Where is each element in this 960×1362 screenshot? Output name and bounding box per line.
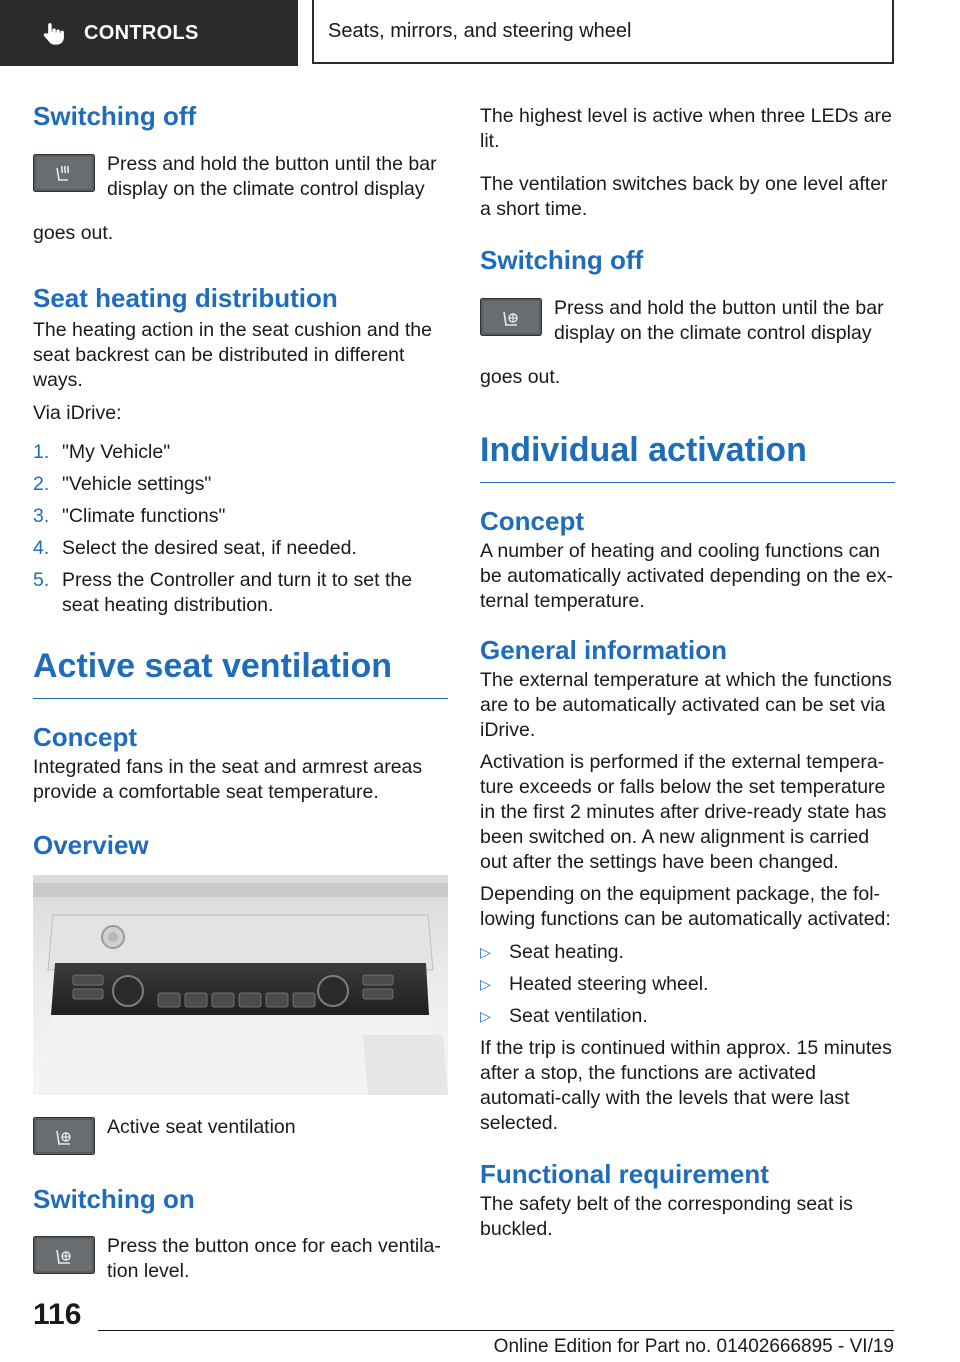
general-information-heading: General information [480,635,728,665]
seat-ventilation-button-icon [480,298,542,336]
triangle-bullet-icon: ▷ [480,1008,491,1024]
individual-activation-heading: Individual activation [480,428,895,483]
step-number: 5. [33,569,50,591]
section-tab[interactable] [0,0,298,66]
seat-heating-distribution-heading: Seat heating distribution [33,283,338,313]
list-item [33,440,448,465]
triangle-bullet-icon: ▷ [480,976,491,992]
overview-heading: Overview [33,830,149,860]
switching-on-heading: Switching on [33,1183,195,1214]
list-item [480,940,895,965]
switching-on-text: Press the button once for each ventila-tion level. [107,1235,441,1282]
step-number: 4. [33,537,50,559]
functional-requirement-heading: Functional requirement [480,1159,769,1189]
bullet-text: Heated steering wheel. [509,973,709,995]
chapter-header [312,0,894,64]
step-number: 2. [33,473,50,495]
concept-heading-right: Concept [480,506,584,536]
general-text-1: The external temperature at which the functions are to be automatically activated can be set via iDrive. [480,669,892,741]
triangle-bullet-icon: ▷ [480,944,491,960]
footer-divider [98,1330,894,1331]
right-column [480,100,895,1242]
overview-caption-block [33,1115,448,1159]
functional-requirement-text: The safety belt of the corresponding seat is buckled. [480,1193,853,1240]
switching-off-text-right: Press and hold the button until the bar display on the climate control display [554,296,884,344]
list-item [33,504,448,529]
general-text-3: Depending on the equipment package, the fol-lowing functions can be automatically activated: [480,883,891,930]
step-number: 1. [33,441,50,463]
bullet-text: Seat ventilation. [509,1005,648,1027]
switching-off-block-right [480,296,895,391]
step-text: Select the desired seat, if needed. [62,537,357,559]
switching-off-tail-right: goes out. [480,366,561,388]
concept-heading: Concept [33,722,137,752]
concept-text-right: A number of heating and cooling functions can be automatically activated depending on the ex-ternal temperature. [480,540,894,612]
idrive-steps-list [33,440,448,618]
step-text: "Vehicle settings" [62,473,212,495]
switching-on-block [33,1234,448,1284]
switch-back-text: The ventilation switches back by one level after a short time. [480,173,888,220]
section-label: CONTROLS [84,21,199,44]
page-number: 116 [33,1298,82,1331]
hand-pointer-icon [40,19,68,47]
list-item [480,1004,895,1029]
via-idrive-text: Via iDrive: [33,402,122,424]
left-column [33,100,448,1304]
switching-off-block [33,152,448,247]
switching-off-heading-right: Switching off [480,245,644,275]
step-text: "My Vehicle" [62,441,171,463]
switching-off-text: Press and hold the button until the bar display on the climate control display [107,152,437,200]
auto-functions-list [480,940,895,1029]
edition-text: Online Edition for Part no. 01402666895 - VI/19 [493,1336,894,1357]
list-item [33,568,448,618]
step-text: Press the Controller and turn it to set the seat heating distribution. [62,569,413,616]
step-text: "Climate functions" [62,505,226,527]
switching-off-heading: Switching off [33,101,197,131]
bullet-text: Seat heating. [509,941,624,963]
list-item [33,472,448,497]
chapter-title: Seats, mirrors, and steering wheel [328,19,632,42]
concept-text: Integrated fans in the seat and armrest areas provide a comfortable seat temperature. [33,756,423,803]
seat-ventilation-button-icon [33,1236,95,1274]
seat-ventilation-button-icon [33,1117,95,1155]
switching-off-tail: goes out. [33,222,114,244]
list-item [480,972,895,997]
seat-heating-button-icon [33,154,95,192]
climate-control-panel-photo [33,875,448,1095]
general-text-2: Activation is performed if the external tempera-ture exceeds or falls below the set temperature in the first 2 minutes after drive-ready state has been switched on. A new alignment is carried out after the settings have been changed. [480,751,887,873]
highest-level-text: The highest level is active when three LEDs are lit. [480,105,892,152]
list-item [33,536,448,561]
distribution-text: The heating action in the seat cushion and the seat backrest can be distributed in different ways. [33,319,432,391]
overview-caption: Active seat ventilation [107,1115,296,1138]
trip-continued-text: If the trip is continued within approx. 15 minutes after a stop, the functions are activated automati-cally with the levels that were last selected. [480,1037,892,1134]
active-seat-ventilation-heading: Active seat ventilation [33,644,448,699]
step-number: 3. [33,505,50,527]
